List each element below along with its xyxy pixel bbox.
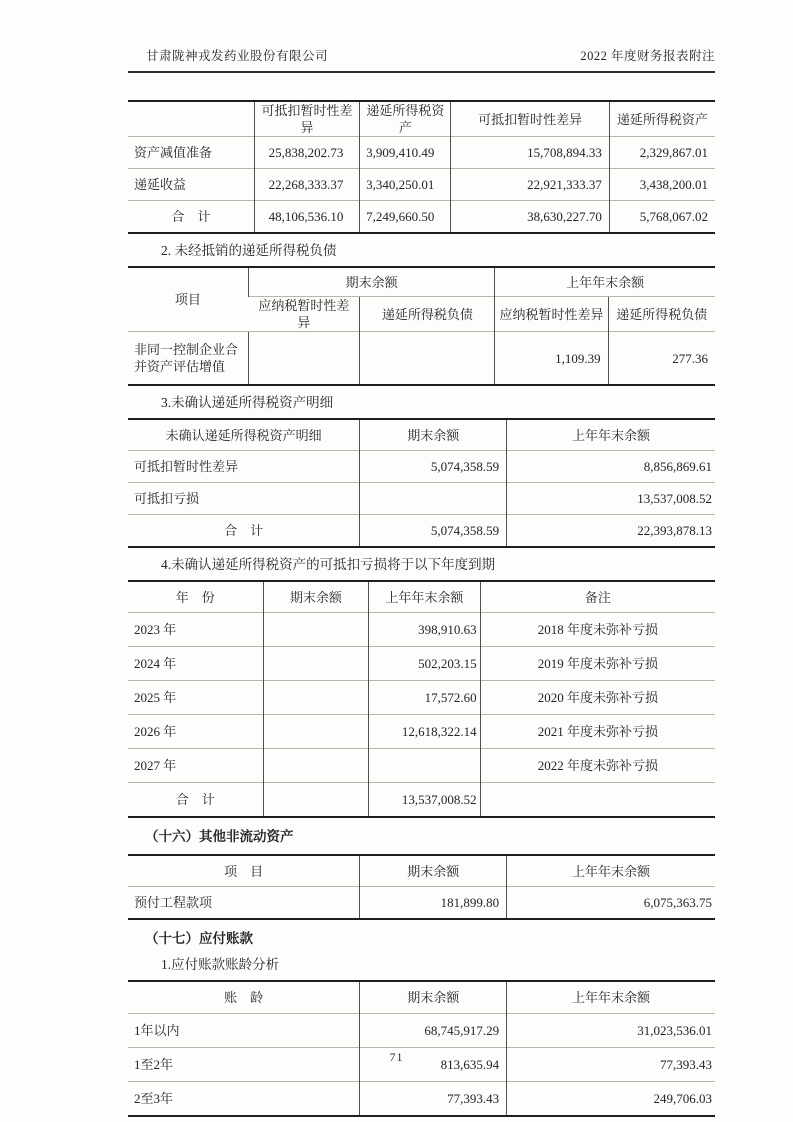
year-label: 2024 年 — [128, 647, 263, 681]
section-heading-unrecognized-dta: 3.未确认递延所得税资产明细 — [161, 395, 334, 410]
amount-cell — [263, 783, 369, 818]
amount-cell: 3,340,250.01 — [360, 169, 451, 201]
column-header: 上年年末余额 — [369, 581, 481, 613]
report-title: 2022 年度财务报表附注 — [580, 49, 715, 63]
amount-cell: 277.36 — [608, 332, 715, 386]
column-header: 上年年末余额 — [507, 855, 715, 887]
column-header: 递延所得税负债 — [360, 297, 495, 332]
column-header: 期末余额 — [360, 855, 507, 887]
amount-cell: 249,706.03 — [507, 1082, 715, 1117]
column-header: 账 龄 — [224, 990, 264, 1005]
amount-cell: 7,249,660.50 — [360, 201, 451, 234]
table-row — [128, 169, 715, 201]
company-name: 甘肃陇神戎发药业股份有限公司 — [146, 49, 329, 63]
year-label: 2023 年 — [128, 613, 263, 647]
amount-cell: 813,635.94 — [360, 1048, 507, 1082]
table-header-row — [128, 101, 715, 137]
other-noncurrent-assets-table — [128, 854, 715, 920]
amount-cell: 502,203.15 — [369, 647, 481, 681]
page-content — [128, 46, 715, 1117]
deferred-tax-liabilities-table — [128, 266, 715, 386]
table-row — [128, 483, 715, 515]
column-header: 年 份 — [175, 589, 215, 605]
total-label: 合 计 — [128, 201, 254, 234]
table-row — [128, 613, 715, 647]
column-header: 应纳税暂时性差异 — [495, 297, 608, 332]
amount-cell — [360, 332, 495, 386]
amount-cell: 22,393,878.13 — [507, 515, 715, 548]
year-label: 2027 年 — [128, 749, 263, 783]
row-label: 非同一控制企业合并资产评估增值 — [128, 332, 248, 386]
table-row — [128, 137, 715, 169]
note-cell: 2021 年度未弥补亏损 — [480, 715, 715, 749]
amount-cell: 6,075,363.75 — [507, 887, 715, 920]
running-head — [128, 46, 715, 73]
accounts-payable-aging-table — [128, 980, 715, 1117]
amount-cell: 398,910.63 — [369, 613, 481, 647]
total-label: 合 计 — [128, 783, 263, 818]
section-heading-deferred-tax-liabilities: 2. 未经抵销的递延所得税负债 — [161, 243, 337, 258]
amount-cell: 13,537,008.52 — [369, 783, 481, 818]
amount-cell: 77,393.43 — [507, 1048, 715, 1082]
amount-cell: 22,921,333.37 — [451, 169, 609, 201]
amount-cell: 77,393.43 — [360, 1082, 507, 1117]
amount-cell — [263, 613, 369, 647]
amount-cell: 5,074,358.59 — [360, 451, 507, 483]
column-header — [128, 101, 254, 137]
column-header: 应纳税暂时性差异 — [248, 297, 360, 332]
amount-cell — [263, 715, 369, 749]
note-cell: 2022 年度未弥补亏损 — [480, 749, 715, 783]
amount-cell — [360, 483, 507, 515]
table-header-row — [128, 981, 715, 1014]
amount-cell: 1,109.39 — [495, 332, 608, 386]
amount-cell: 181,899.80 — [360, 887, 507, 920]
note-cell: 2019 年度未弥补亏损 — [480, 647, 715, 681]
column-header: 可抵扣暂时性差异 — [254, 101, 360, 137]
table-row — [128, 1082, 715, 1117]
amount-cell: 5,074,358.59 — [360, 515, 507, 548]
amount-cell: 5,768,067.02 — [609, 201, 715, 234]
column-header: 递延所得税负债 — [608, 297, 715, 332]
row-label: 预付工程款项 — [128, 887, 360, 920]
aging-label: 2至3年 — [128, 1082, 360, 1117]
amount-cell: 38,630,227.70 — [451, 201, 609, 234]
table-header-row — [128, 581, 715, 613]
table-row — [128, 647, 715, 681]
amount-cell: 3,438,200.01 — [609, 169, 715, 201]
total-row — [128, 515, 715, 548]
note-cell — [480, 783, 715, 818]
note-cell: 2020 年度未弥补亏损 — [480, 681, 715, 715]
year-label: 2025 年 — [128, 681, 263, 715]
column-header: 递延所得税资产 — [609, 101, 715, 137]
table-row — [128, 451, 715, 483]
section-heading-accounts-payable: （十七）应付账款 — [145, 931, 253, 946]
deductible-losses-expiry-table — [128, 580, 715, 818]
table-row — [128, 749, 715, 783]
unrecognized-dta-table — [128, 418, 715, 548]
column-header: 递延所得税资产 — [360, 101, 451, 137]
aging-label: 1至2年 — [128, 1048, 360, 1082]
amount-cell — [263, 749, 369, 783]
total-row — [128, 783, 715, 818]
amount-cell: 15,708,894.33 — [451, 137, 609, 169]
amount-cell: 22,268,333.37 — [254, 169, 360, 201]
amount-cell: 68,745,917.29 — [360, 1014, 507, 1048]
column-header: 备注 — [480, 581, 715, 613]
amount-cell — [369, 749, 481, 783]
amount-cell: 31,023,536.01 — [507, 1014, 715, 1048]
row-label: 递延收益 — [128, 169, 254, 201]
year-label: 2026 年 — [128, 715, 263, 749]
note-cell: 2018 年度未弥补亏损 — [480, 613, 715, 647]
table-header-row — [128, 267, 715, 297]
row-label: 资产减值准备 — [128, 137, 254, 169]
section-heading-ap-aging: 1.应付账款账龄分析 — [161, 957, 280, 972]
amount-cell: 8,856,869.61 — [507, 451, 715, 483]
amount-cell — [263, 681, 369, 715]
amount-cell: 12,618,322.14 — [369, 715, 481, 749]
table-row — [128, 681, 715, 715]
column-header: 项 目 — [224, 863, 264, 879]
column-header: 期末余额 — [263, 581, 369, 613]
column-header: 上年年末余额 — [507, 419, 715, 451]
section-heading-losses-expiry: 4.未确认递延所得税资产的可抵扣亏损将于以下年度到期 — [161, 557, 496, 572]
amount-cell: 3,909,410.49 — [360, 137, 451, 169]
deferred-tax-assets-table — [128, 100, 715, 234]
row-label: 可抵扣亏损 — [128, 483, 360, 515]
table-header-row — [128, 419, 715, 451]
group-header: 上年年末余额 — [495, 267, 715, 297]
page-number: 71 — [389, 1050, 404, 1064]
table-row — [128, 887, 715, 920]
amount-cell: 48,106,536.10 — [254, 201, 360, 234]
column-header: 期末余额 — [360, 981, 507, 1014]
column-header: 项目 — [174, 292, 201, 307]
total-label: 合 计 — [128, 515, 360, 548]
section-heading-other-noncurrent-assets: （十六）其他非流动资产 — [145, 829, 294, 844]
table-header-row — [128, 855, 715, 887]
total-row — [128, 201, 715, 234]
table-row — [128, 1014, 715, 1048]
column-header: 未确认递延所得税资产明细 — [165, 427, 322, 443]
column-header: 可抵扣暂时性差异 — [451, 101, 609, 137]
row-label: 可抵扣暂时性差异 — [128, 451, 360, 483]
amount-cell: 17,572.60 — [369, 681, 481, 715]
column-header: 上年年末余额 — [507, 981, 715, 1014]
aging-label: 1年以内 — [128, 1014, 360, 1048]
column-header: 期末余额 — [360, 419, 507, 451]
amount-cell: 2,329,867.01 — [609, 137, 715, 169]
group-header: 期末余额 — [248, 267, 495, 297]
table-row — [128, 715, 715, 749]
amount-cell: 13,537,008.52 — [507, 483, 715, 515]
table-row — [128, 332, 715, 386]
amount-cell — [248, 332, 360, 386]
amount-cell: 25,838,202.73 — [254, 137, 360, 169]
amount-cell — [263, 647, 369, 681]
